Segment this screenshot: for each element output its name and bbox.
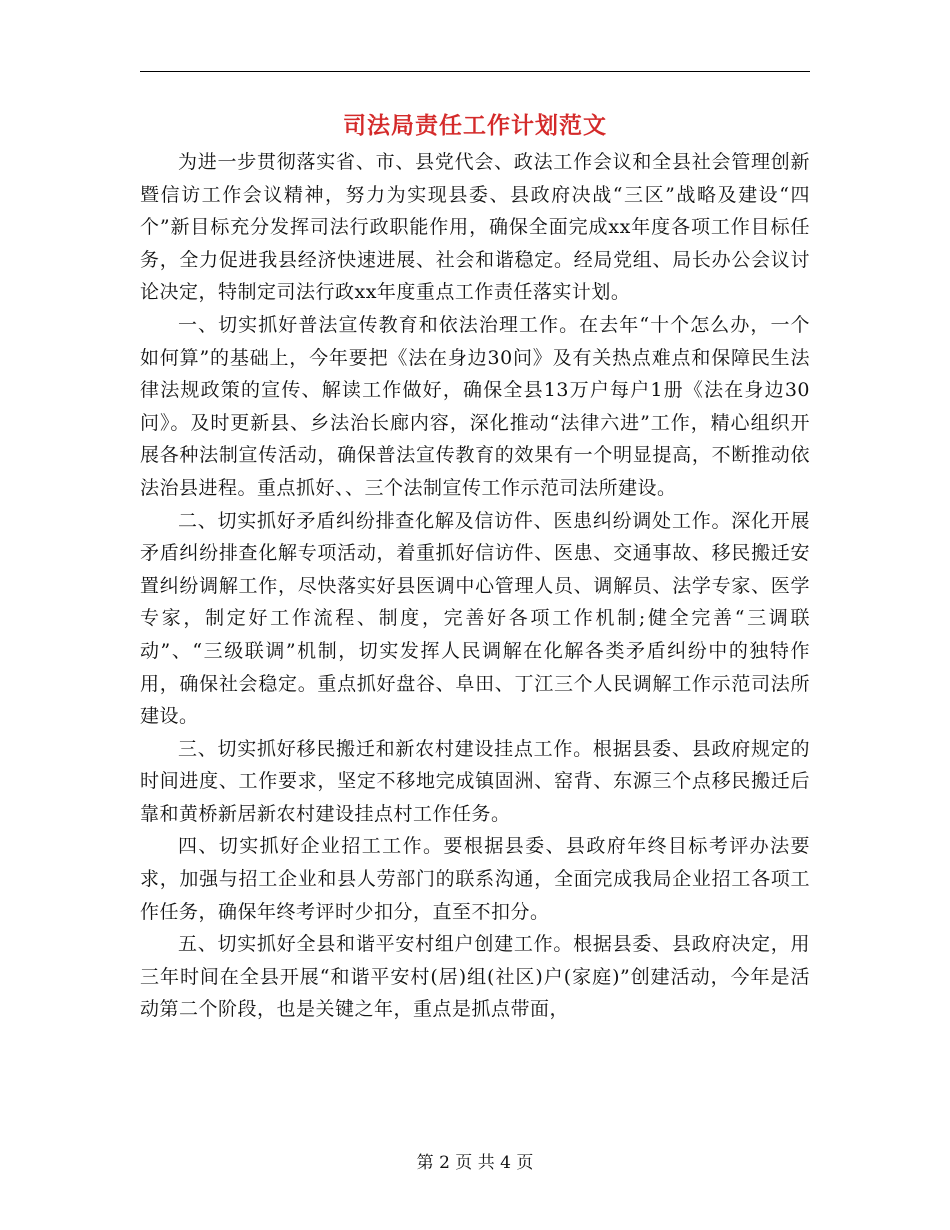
paragraph-intro: 为进一步贯彻落实省、市、县党代会、政法工作会议和全县社会管理创新暨信访工作会议精神，努力为实现县委、县政府决战“三区”战略及建设“四个”新目标充分发挥司法行政职能作用，确保全面完成xx年度各项工作目标任务，全力促进我县经济快速进展、社会和谐稳定。经局党组、局长办公会议讨论决定，特制定司法行政xx年度重点工作责任落实计划。 bbox=[140, 151, 810, 304]
footer-label-ye-2: 页 bbox=[516, 1153, 534, 1173]
footer-current-page: 2 bbox=[439, 1153, 450, 1173]
document-title: 司法局责任工作计划范文 bbox=[343, 112, 607, 139]
document-body bbox=[140, 146, 810, 1026]
footer-label-di: 第 bbox=[416, 1153, 434, 1173]
footer-label-gong: 共 bbox=[477, 1153, 495, 1173]
footer-label-ye: 页 bbox=[455, 1153, 473, 1173]
paragraph-section-5: 五、切实抓好全县和谐平安村组户创建工作。根据县委、县政府决定，用三年时间在全县开展“和谐平安村(居)组(社区)户(家庭)”创建活动，今年是活动第二个阶段，也是关键之年，重点是抓点带面， bbox=[140, 933, 810, 1021]
footer-total-pages: 4 bbox=[500, 1153, 511, 1173]
header-rule bbox=[140, 71, 810, 72]
paragraph-section-1: 一、切实抓好普法宣传教育和依法治理工作。在去年“十个怎么办，一个如何算”的基础上，今年要把《法在身边30问》及有关热点难点和保障民生法律法规政策的宣传、解读工作做好，确保全县13万户每户1册《法在身边30问》。及时更新县、乡法治长廊内容，深化推动“法律六进”工作，精心组织开展各种法制宣传活动，确保普法宣传教育的效果有一个明显提高，不断推动依法治县进程。重点抓好、、三个法制宣传工作示范司法所建设。 bbox=[140, 313, 810, 499]
paragraph-section-4: 四、切实抓好企业招工工作。要根据县委、县政府年终目标考评办法要求，加强与招工企业和县人劳部门的联系沟通，全面完成我局企业招工各项工作任务，确保年终考评时少扣分，直至不扣分。 bbox=[140, 835, 810, 923]
paragraph-section-2: 二、切实抓好矛盾纠纷排查化解及信访件、医患纠纷调处工作。深化开展矛盾纠纷排查化解专项活动，着重抓好信访件、医患、交通事故、移民搬迁安置纠纷调解工作，尽快落实好县医调中心管理人员、调解员、法学专家、医学专家，制定好工作流程、制度，完善好各项工作机制;健全完善“三调联动”、“三级联调”机制，切实发挥人民调解在化解各类矛盾纠纷中的独特作用，确保社会稳定。重点抓好盘谷、阜田、丁江三个人民调解工作示范司法所建设。 bbox=[140, 509, 810, 728]
page-footer bbox=[140, 1150, 810, 1176]
paragraph-section-3: 三、切实抓好移民搬迁和新农村建设挂点工作。根据县委、县政府规定的时间进度、工作要求，坚定不移地完成镇固洲、窑背、东源三个点移民搬迁后靠和黄桥新居新农村建设挂点村工作任务。 bbox=[140, 737, 810, 825]
